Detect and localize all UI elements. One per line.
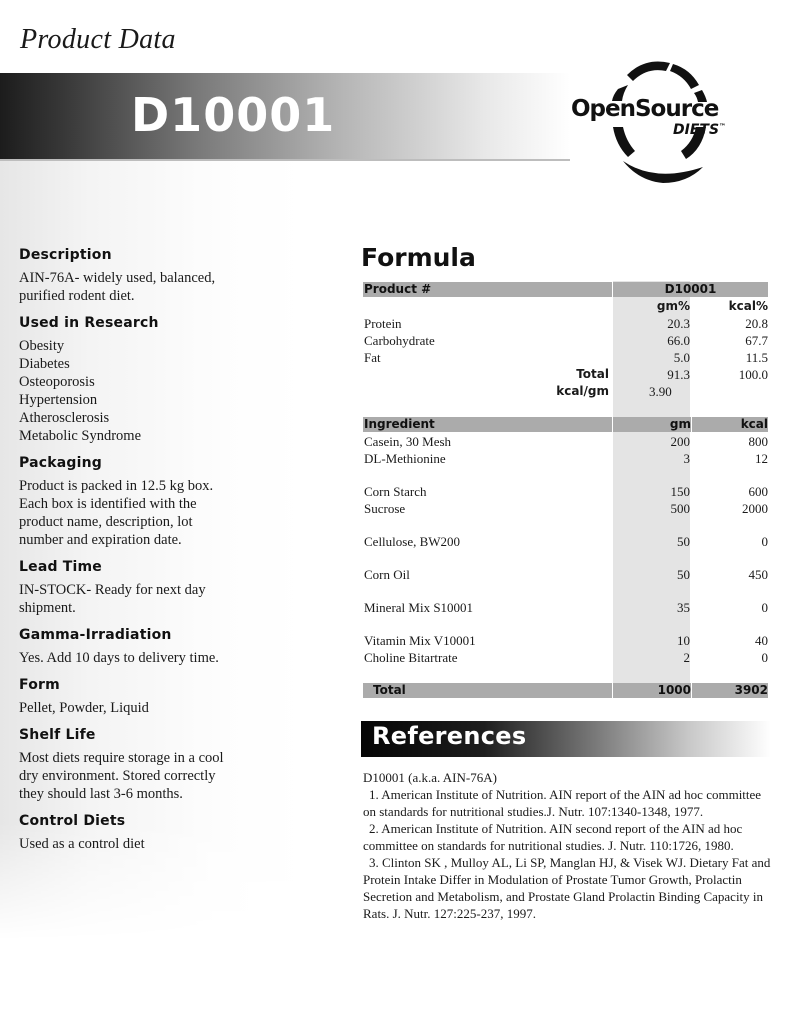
research-item: Diabetes <box>19 356 70 372</box>
section-used-in-research <box>19 314 269 445</box>
kcal-gm-value: 3.90 <box>649 384 672 399</box>
ingredient-name: Casein, 30 Mesh <box>364 434 452 449</box>
section-body <box>19 749 269 803</box>
macro-name: Fat <box>364 350 381 365</box>
ingredient-row <box>363 632 768 649</box>
ingredient-kcal: 800 <box>748 434 768 449</box>
text-line: Most diets require storage in a cool <box>19 750 224 766</box>
section-heading: Packaging <box>19 455 102 471</box>
ingredient-name: Vitamin Mix V10001 <box>364 633 476 648</box>
ingredient-gm: 50 <box>677 534 690 549</box>
macro-row <box>363 315 768 332</box>
ingredient-name: Sucrose <box>364 501 406 516</box>
gm-header: gm <box>613 417 691 432</box>
reference-item: 3. Clinton SK , Mulloy AL, Li SP, Manglan HJ, & Visek WJ. Dietary Fat and Protein Intake Differ in Modulation of Prostate Tumor Growth, Prolactin Secretion and Metabolism, and Prostate Gland Prolactin Binding Capacity in Rats. J. Nutr. 127:225-237, 1997. <box>363 855 771 921</box>
total-label: Total <box>576 367 609 381</box>
references-list <box>363 769 773 922</box>
section-heading: Description <box>19 247 112 263</box>
text-line: Each box is identified with the <box>19 496 197 512</box>
ingredient-total-label: Total <box>363 683 612 698</box>
text-line: purified rodent diet. <box>19 288 135 304</box>
section-description <box>19 246 269 305</box>
ingredient-row <box>363 483 768 500</box>
ingredient-gm: 500 <box>670 501 690 516</box>
ingredient-row <box>363 649 768 666</box>
section-heading: Form <box>19 677 60 693</box>
ingredient-kcal: 450 <box>748 567 768 582</box>
text-line: AIN-76A- widely used, balanced, <box>19 270 216 286</box>
research-item: Obesity <box>19 338 65 354</box>
ingredient-row <box>363 500 768 517</box>
section-heading: Lead Time <box>19 559 102 575</box>
text-line: dry environment. Stored correctly <box>19 768 216 784</box>
product-value: D10001 <box>613 282 768 297</box>
section-lead-time <box>19 558 269 617</box>
section-heading: Shelf Life <box>19 727 96 743</box>
text-line: product name, description, lot <box>19 514 193 530</box>
macro-row <box>363 332 768 349</box>
text-line: they should last 3-6 months. <box>19 786 183 802</box>
section-shelf-life <box>19 726 269 803</box>
section-body <box>19 835 269 853</box>
ingredient-gm: 50 <box>677 567 690 582</box>
kcal-gm-label: kcal/gm <box>556 384 609 398</box>
ingredient-total-kcal: 3902 <box>692 683 768 698</box>
ingredient-kcal: 2000 <box>742 501 768 516</box>
section-body <box>19 477 269 549</box>
trademark-symbol: ™ <box>719 122 727 131</box>
macro-gm-pct: 5.0 <box>673 350 690 365</box>
research-item: Osteoporosis <box>19 374 95 390</box>
research-list <box>19 337 269 445</box>
ingredient-kcal: 0 <box>761 650 768 665</box>
section-heading: Control Diets <box>19 813 126 829</box>
text-line: shipment. <box>19 600 76 616</box>
logo-subtitle <box>673 122 726 138</box>
opensource-diets-logo <box>565 55 775 185</box>
ingredient-row <box>363 433 768 450</box>
section-form <box>19 676 269 717</box>
ingredient-gm: 150 <box>670 484 690 499</box>
section-packaging <box>19 454 269 549</box>
ingredient-name: Corn Oil <box>364 567 410 582</box>
gm-percent-header: gm% <box>656 299 690 313</box>
text-line: IN-STOCK- Ready for next day <box>19 582 206 598</box>
section-gamma-irradiation <box>19 626 269 667</box>
macro-kcal-pct: 67.7 <box>745 333 768 348</box>
document-type-title: Product Data <box>20 24 176 55</box>
macro-gm-pct: 20.3 <box>667 316 690 331</box>
ingredient-kcal: 12 <box>755 451 768 466</box>
ingredient-gm: 10 <box>677 633 690 648</box>
ingredient-gm: 35 <box>677 600 690 615</box>
text-line: Pellet, Powder, Liquid <box>19 700 149 716</box>
ingredient-kcal: 0 <box>761 534 768 549</box>
section-heading: Gamma-Irradiation <box>19 627 172 643</box>
logo-diets-text: DIETS <box>673 122 720 138</box>
ingredient-total-row <box>363 682 768 699</box>
macro-kcal-pct: 11.5 <box>745 350 768 365</box>
macro-name: Carbohydrate <box>364 333 435 348</box>
macro-row <box>363 349 768 366</box>
research-item: Metabolic Syndrome <box>19 428 142 444</box>
reference-item: 2. American Institute of Nutrition. AIN second report of the AIN ad hoc committee on standards for nutritional studies. J. Nutr. 110:1726, 1980. <box>363 821 743 853</box>
section-body <box>19 581 269 617</box>
reference-item: 1. American Institute of Nutrition. AIN report of the AIN ad hoc committee on standards for nutritional studies.J. Nutr. 107:1340-1348, 1977. <box>363 787 762 819</box>
total-gm-pct: 91.3 <box>667 367 690 382</box>
references-heading: References <box>372 722 527 750</box>
ingredient-row <box>363 450 768 467</box>
product-header-row <box>363 281 768 298</box>
ingredient-row <box>363 566 768 583</box>
ingredient-gm: 2 <box>683 650 690 665</box>
ingredient-name: Choline Bitartrate <box>364 650 458 665</box>
ingredient-header: Ingredient <box>363 417 612 432</box>
kcal-per-gm-row <box>363 383 768 400</box>
unit-header-row <box>363 298 768 315</box>
ingredient-kcal: 0 <box>761 600 768 615</box>
product-details-sidebar <box>19 246 269 862</box>
text-line: Product is packed in 12.5 kg box. <box>19 478 214 494</box>
ingredient-gm: 200 <box>670 434 690 449</box>
section-body <box>19 649 269 667</box>
ingredient-total-gm: 1000 <box>613 683 691 698</box>
kcal-header: kcal <box>692 417 768 432</box>
ingredient-gm: 3 <box>683 451 690 466</box>
formula-table <box>363 281 768 699</box>
logo-wordmark: OpenSource <box>571 96 719 122</box>
ingredient-kcal: 40 <box>755 633 768 648</box>
ingredient-header-row <box>363 416 768 433</box>
ingredient-name: Cellulose, BW200 <box>364 534 461 549</box>
text-line: number and expiration date. <box>19 532 182 548</box>
kcal-percent-header: kcal% <box>728 299 768 313</box>
product-label: Product # <box>363 282 612 297</box>
references-intro: D10001 (a.k.a. AIN-76A) <box>363 770 497 785</box>
section-heading: Used in Research <box>19 315 159 331</box>
ingredient-row <box>363 533 768 550</box>
section-body <box>19 269 269 305</box>
text-line: Used as a control diet <box>19 836 145 852</box>
ingredient-name: Corn Starch <box>364 484 427 499</box>
section-control-diets <box>19 812 269 853</box>
section-body <box>19 699 269 717</box>
ingredient-row <box>363 599 768 616</box>
ingredient-name: DL-Methionine <box>364 451 446 466</box>
research-item: Hypertension <box>19 392 98 408</box>
text-line: Yes. Add 10 days to delivery time. <box>19 650 219 666</box>
macro-kcal-pct: 20.8 <box>745 316 768 331</box>
formula-heading: Formula <box>361 243 476 272</box>
total-kcal-pct: 100.0 <box>738 367 768 382</box>
ingredient-name: Mineral Mix S10001 <box>364 600 474 615</box>
macro-gm-pct: 66.0 <box>667 333 690 348</box>
macro-total-row <box>363 366 768 383</box>
product-code-heading: D10001 <box>131 88 336 142</box>
research-item: Atherosclerosis <box>19 410 110 426</box>
ingredient-kcal: 600 <box>748 484 768 499</box>
macro-name: Protein <box>364 316 402 331</box>
